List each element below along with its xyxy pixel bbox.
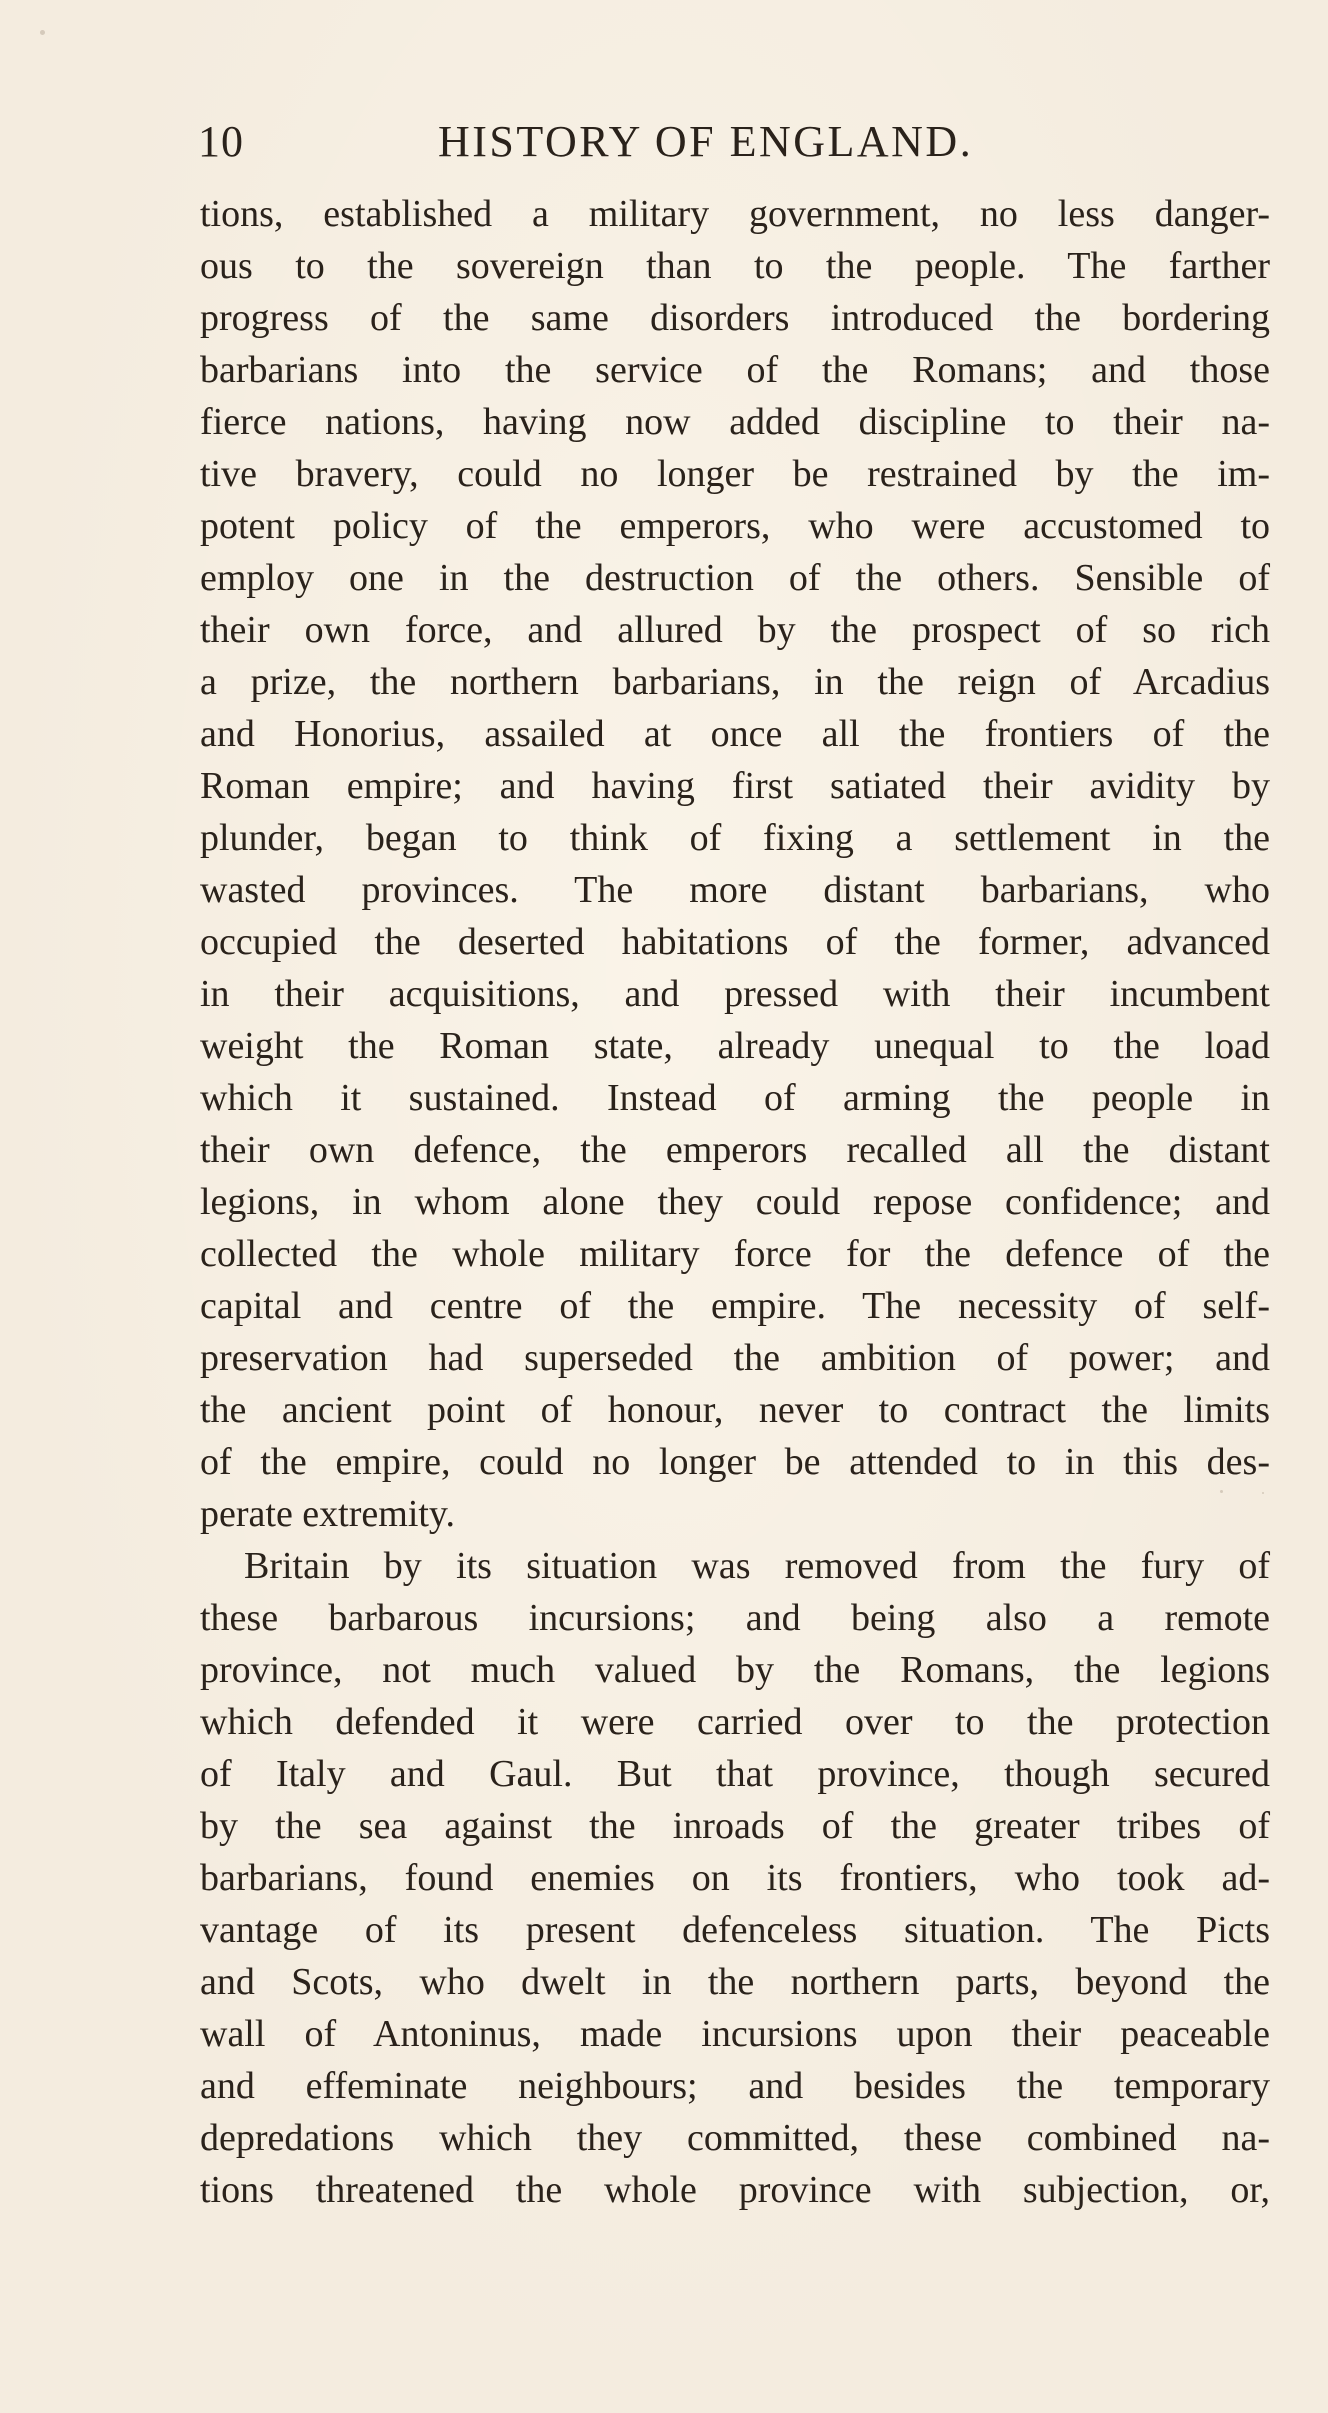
body-text	[200, 188, 1270, 2216]
page-number: 10	[198, 117, 244, 166]
paper-speck	[40, 30, 45, 35]
paragraph	[200, 188, 1270, 1540]
text-line: the ancient point of honour, never to contract the limits	[200, 1389, 1270, 1431]
text-line: a prize, the northern barbarians, in the reign of Arcadius	[200, 661, 1270, 703]
text-line: their own force, and allured by the prospect of so rich	[200, 609, 1270, 651]
running-head	[198, 112, 1028, 172]
text-line: Britain by its situation was removed from the fury of	[244, 1545, 1270, 1587]
text-line: province, not much valued by the Romans, the legions	[200, 1649, 1270, 1691]
text-line: occupied the deserted habitations of the former, advanced	[200, 921, 1270, 963]
text-line: of Italy and Gaul. But that province, though secured	[200, 1753, 1270, 1795]
text-line: which it sustained. Instead of arming the people in	[200, 1077, 1270, 1119]
text-line: and Scots, who dwelt in the northern parts, beyond the	[200, 1961, 1270, 2003]
text-line: fierce nations, having now added discipline to their na-	[200, 401, 1270, 443]
text-line: of the empire, could no longer be attended to in this des-	[200, 1441, 1270, 1483]
text-line: tive bravery, could no longer be restrained by the im-	[200, 453, 1270, 495]
text-line: these barbarous incursions; and being also a remote	[200, 1597, 1270, 1639]
text-line: preservation had superseded the ambition of power; and	[200, 1337, 1270, 1379]
text-line: and effeminate neighbours; and besides the temporary	[200, 2065, 1270, 2107]
running-title: HISTORY OF ENGLAND.	[438, 117, 974, 166]
text-line: potent policy of the emperors, who were accustomed to	[200, 505, 1270, 547]
text-line: and Honorius, assailed at once all the frontiers of the	[200, 713, 1270, 755]
text-line: capital and centre of the empire. The necessity of self-	[200, 1285, 1270, 1327]
text-line: progress of the same disorders introduced the bordering	[200, 297, 1270, 339]
text-line: collected the whole military force for the defence of the	[200, 1233, 1270, 1275]
text-line: tions threatened the whole province with subjection, or,	[200, 2169, 1270, 2211]
text-line: their own defence, the emperors recalled all the distant	[200, 1129, 1270, 1171]
text-line: employ one in the destruction of the others. Sensible of	[200, 557, 1270, 599]
text-line: barbarians, found enemies on its frontiers, who took ad-	[200, 1857, 1270, 1899]
text-line: which defended it were carried over to the protection	[200, 1701, 1270, 1743]
text-line: ous to the sovereign than to the people. The farther	[200, 245, 1270, 287]
text-line: in their acquisitions, and pressed with their incumbent	[200, 973, 1270, 1015]
text-line: weight the Roman state, already unequal to the load	[200, 1025, 1270, 1067]
text-line: vantage of its present defenceless situation. The Picts	[200, 1909, 1270, 1951]
paragraph	[200, 1540, 1270, 2216]
text-line: wall of Antoninus, made incursions upon their peaceable	[200, 2013, 1270, 2055]
text-line: perate extremity.	[200, 1493, 455, 1535]
text-line: tions, established a military government, no less danger-	[200, 193, 1270, 235]
text-line: legions, in whom alone they could repose confidence; and	[200, 1181, 1270, 1223]
text-line: Roman empire; and having first satiated their avidity by	[200, 765, 1270, 807]
text-line: barbarians into the service of the Romans; and those	[200, 349, 1270, 391]
text-line: wasted provinces. The more distant barbarians, who	[200, 869, 1270, 911]
text-line: plunder, began to think of fixing a settlement in the	[200, 817, 1270, 859]
text-line: depredations which they committed, these combined na-	[200, 2117, 1270, 2159]
text-line: by the sea against the inroads of the greater tribes of	[200, 1805, 1270, 1847]
